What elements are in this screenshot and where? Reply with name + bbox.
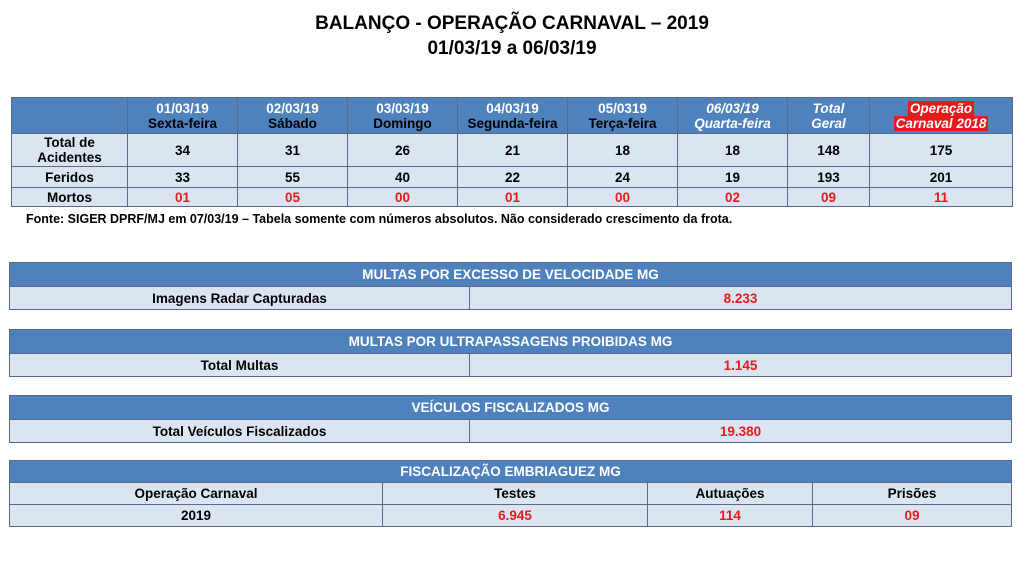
column-header-monday [458,98,568,134]
date-range-subtitle: 01/03/19 a 06/03/19 [427,38,597,59]
table-cell: 21 [458,134,568,167]
column-day: Sexta-feira [147,115,218,131]
vehicles-inspected-value: 19.380 [470,420,1012,443]
row-label: Feridos [12,167,128,188]
table-cell: 01 [458,188,568,207]
table-cell: 18 [678,134,788,167]
table-cell: 00 [348,188,458,207]
column-date: 03/03/19 [376,100,429,116]
speed-fines-table [9,262,1012,310]
table-row-accidents [12,134,1013,167]
table-cell: 26 [348,134,458,167]
accidents-table [11,97,1013,207]
drunk-driving-table [9,460,1012,527]
column-date: 01/03/19 [156,100,209,116]
table-cell: 55 [238,167,348,188]
column-header-operation: Operação Carnaval [10,483,383,505]
vehicles-inspected-label: Total Veículos Fiscalizados [10,420,470,443]
table-cell: 34 [128,134,238,167]
column-date: 02/03/19 [266,100,319,116]
column-day: Segunda-feira [467,115,558,131]
vehicles-inspected-table [9,395,1012,443]
column-header-citations: Autuações [648,483,813,505]
vehicles-inspected-header: VEÍCULOS FISCALIZADOS MG [10,396,1012,420]
row-label: Mortos [12,188,128,207]
table-row-injured [12,167,1013,188]
column-header-arrests: Prisões [813,483,1012,505]
column-header-saturday [238,98,348,134]
table-cell: 19 [678,167,788,188]
column-day: Geral [811,115,846,131]
table-cell: 33 [128,167,238,188]
column-date: Operação [909,100,973,116]
operation-year: 2019 [10,505,383,527]
overtaking-fines-header: MULTAS POR ULTRAPASSAGENS PROIBIDAS MG [10,330,1012,354]
table-cell: 193 [788,167,870,188]
table-cell: 40 [348,167,458,188]
column-header-tuesday [568,98,678,134]
table-cell: 148 [788,134,870,167]
speed-fines-value: 8.233 [470,287,1012,310]
column-day: Carnaval 2018 [895,115,987,131]
overtaking-fines-value: 1.145 [470,354,1012,377]
table-cell: 02 [678,188,788,207]
table-cell: 05 [238,188,348,207]
column-day: Quarta-feira [694,115,771,131]
table-cell: 01 [128,188,238,207]
column-day: Terça-feira [588,115,657,131]
table-cell: 00 [568,188,678,207]
table-cell: 31 [238,134,348,167]
overtaking-fines-label: Total Multas [10,354,470,377]
drunk-driving-header: FISCALIZAÇÃO EMBRIAGUEZ MG [10,461,1012,483]
column-day: Sábado [268,115,317,131]
table-cell: 175 [870,134,1013,167]
page-title: BALANÇO - OPERAÇÃO CARNAVAL – 2019 [315,13,709,34]
table-cell: 22 [458,167,568,188]
speed-fines-label: Imagens Radar Capturadas [10,287,470,310]
column-date: Total [812,100,845,116]
row-label: Total de Acidentes [12,134,128,167]
tests-value: 6.945 [383,505,648,527]
table-row [10,505,1012,527]
source-note: Fonte: SIGER DPRF/MJ em 07/03/19 – Tabela somente com números absolutos. Não considerado crescimento da frota. [26,212,733,226]
column-date: 04/03/19 [486,100,539,116]
table-cell: 24 [568,167,678,188]
column-date: 05/0319 [598,100,647,116]
table-cell: 11 [870,188,1013,207]
speed-fines-header: MULTAS POR EXCESSO DE VELOCIDADE MG [10,263,1012,287]
column-header-wednesday [678,98,788,134]
column-header-carnaval-2018 [870,98,1013,134]
column-header-total [788,98,870,134]
overtaking-fines-table [9,329,1012,377]
column-header-sunday [348,98,458,134]
column-header-friday [128,98,238,134]
citations-value: 114 [648,505,813,527]
column-day: Domingo [373,115,432,131]
table-cell: 201 [870,167,1013,188]
table-row-deaths [12,188,1013,207]
table-cell: 18 [568,134,678,167]
corner-header-cell [12,98,128,134]
arrests-value: 09 [813,505,1012,527]
column-date: 06/03/19 [706,100,759,116]
column-header-tests: Testes [383,483,648,505]
table-cell: 09 [788,188,870,207]
